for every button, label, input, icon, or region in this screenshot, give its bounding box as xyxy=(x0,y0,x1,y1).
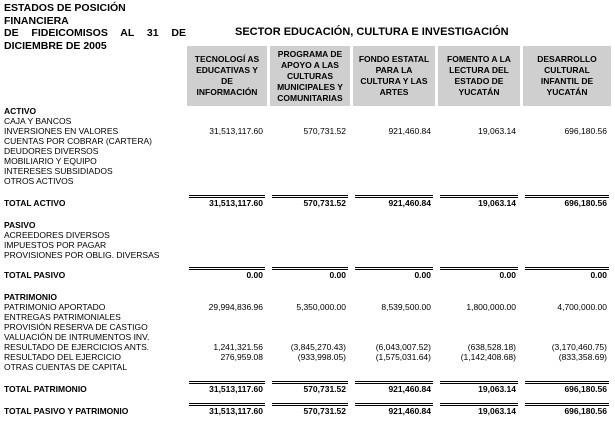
row-label: ENTREGAS PATRIMONIALES xyxy=(4,312,121,322)
report-title-line: DICIEMBRE DE 2005 xyxy=(4,39,107,52)
row-label: TOTAL PATRIMONIO xyxy=(4,384,87,394)
total-rule xyxy=(272,403,348,406)
row-label: CAJA Y BANCOS xyxy=(4,116,72,126)
report-title-line: ESTADOS DE POSICIÓN FINANCIERA xyxy=(4,2,126,27)
cell-value: 921,460.84 xyxy=(388,198,431,208)
total-rule xyxy=(355,267,433,270)
cell-value: 696,180.56 xyxy=(564,384,607,394)
cell-value: 29,994,836.96 xyxy=(208,302,263,312)
cell-value: (1,142,408.68) xyxy=(460,352,516,362)
row-label: PROVISIÓN RESERVA DE CASTIGO xyxy=(4,322,148,332)
row-label: ACREEDORES DIVERSOS xyxy=(4,230,110,240)
cell-value: (1,575,031.64) xyxy=(375,352,431,362)
row-label: VALUACIÓN DE INTRUMENTOS INV. xyxy=(4,332,150,342)
column-header: FOMENTO A LA LECTURA DEL ESTADO DE YUCATÁN xyxy=(438,46,520,106)
total-rule xyxy=(272,267,348,270)
total-rule xyxy=(525,381,609,384)
cell-value: (638,528.18) xyxy=(467,342,516,352)
row-label: OTRAS CUENTAS DE CAPITAL xyxy=(4,362,127,372)
column-header: DESARROLLO CULTURAL INFANTIL DE YUCATÁN xyxy=(523,46,611,106)
row-label: CUENTAS POR COBRAR (CARTERA) xyxy=(4,136,152,146)
cell-value: 921,460.84 xyxy=(388,384,431,394)
cell-value: 19,063.14 xyxy=(478,126,516,136)
row-label: PASIVO xyxy=(4,220,36,230)
cell-value: 31,513,117.60 xyxy=(209,406,263,416)
cell-value: 570,731.52 xyxy=(303,126,346,136)
cell-value: (833,358.69) xyxy=(558,352,607,362)
total-rule xyxy=(189,403,265,406)
row-label: RESULTADO DE EJERCICIOS ANTS. xyxy=(4,342,150,352)
cell-value: (3,845,270.43) xyxy=(290,342,346,352)
total-rule xyxy=(355,403,433,406)
cell-value: 0.00 xyxy=(590,270,607,280)
total-rule xyxy=(189,195,265,198)
cell-value: 1,241,321.56 xyxy=(213,342,263,352)
cell-value: 4,700,000.00 xyxy=(557,302,607,312)
total-rule xyxy=(440,381,518,384)
cell-value: 696,180.56 xyxy=(564,406,607,416)
cell-value: 0.00 xyxy=(499,270,516,280)
column-header: PROGRAMA DE APOYO A LAS CULTURAS MUNICIPALES Y COMUNITARIAS xyxy=(270,46,350,106)
cell-value: 19,063.14 xyxy=(478,198,516,208)
cell-value: 921,460.84 xyxy=(388,406,431,416)
report-title xyxy=(4,2,186,52)
cell-value: 0.00 xyxy=(414,270,431,280)
cell-value: 696,180.56 xyxy=(564,198,607,208)
cell-value: 570,731.52 xyxy=(303,384,346,394)
sector-title: SECTOR EDUCACIÓN, CULTURA E INVESTIGACIÓN xyxy=(235,26,509,38)
cell-value: 276,959.08 xyxy=(220,352,263,362)
total-rule xyxy=(525,403,609,406)
cell-value: 5,350,000.00 xyxy=(296,302,346,312)
cell-value: 570,731.52 xyxy=(303,406,346,416)
column-header: TECNOLOGÍ AS EDUCATIVAS Y DE INFORMACIÓN xyxy=(187,46,267,106)
row-label: INTERESES SUBSIDIADOS xyxy=(4,166,113,176)
total-rule xyxy=(440,267,518,270)
report-title-line: DE FIDEICOMISOS AL 31 DE xyxy=(4,27,186,39)
cell-value: 0.00 xyxy=(246,270,263,280)
cell-value: 19,063.14 xyxy=(478,406,516,416)
cell-value: 31,513,117.60 xyxy=(209,126,263,136)
total-rule xyxy=(189,381,265,384)
cell-value: (6,043,007.52) xyxy=(375,342,431,352)
total-rule xyxy=(272,195,348,198)
row-label: PATRIMONIO APORTADO xyxy=(4,302,106,312)
row-label: IMPUESTOS POR PAGAR xyxy=(4,240,107,250)
row-label: TOTAL ACTIVO xyxy=(4,198,66,208)
cell-value: 19,063.14 xyxy=(478,384,516,394)
total-rule xyxy=(189,267,265,270)
cell-value: 921,460.84 xyxy=(388,126,431,136)
row-label: TOTAL PASIVO Y PATRIMONIO xyxy=(4,406,129,416)
total-rule xyxy=(440,195,518,198)
cell-value: 0.00 xyxy=(329,270,346,280)
cell-value: 570,731.52 xyxy=(303,198,346,208)
cell-value: 696,180.56 xyxy=(564,126,607,136)
total-rule xyxy=(440,403,518,406)
row-label: MOBILIARIO Y EQUIPO xyxy=(4,156,97,166)
total-rule xyxy=(355,381,433,384)
row-label: INVERSIONES EN VALORES xyxy=(4,126,119,136)
cell-value: 31,513,117.60 xyxy=(209,384,263,394)
total-rule xyxy=(525,195,609,198)
row-label: TOTAL PASIVO xyxy=(4,270,66,280)
total-rule xyxy=(272,381,348,384)
row-label: ACTIVO xyxy=(4,106,37,116)
total-rule xyxy=(525,267,609,270)
row-label: DEUDORES DIVERSOS xyxy=(4,146,99,156)
column-header: FONDO ESTATAL PARA LA CULTURA Y LAS ARTES xyxy=(353,46,435,106)
row-label: RESULTADO DEL EJERCICIO xyxy=(4,352,121,362)
row-label: PROVISIONES POR OBLIG. DIVERSAS xyxy=(4,250,160,260)
total-rule xyxy=(355,195,433,198)
cell-value: 31,513,117.60 xyxy=(209,198,263,208)
cell-value: (3,170,460.75) xyxy=(551,342,607,352)
row-label: OTROS ACTIVOS xyxy=(4,176,74,186)
row-label: PATRIMONIO xyxy=(4,292,58,302)
cell-value: 1,800,000.00 xyxy=(466,302,516,312)
cell-value: 8,539,500.00 xyxy=(381,302,431,312)
cell-value: (933,998.05) xyxy=(297,352,346,362)
